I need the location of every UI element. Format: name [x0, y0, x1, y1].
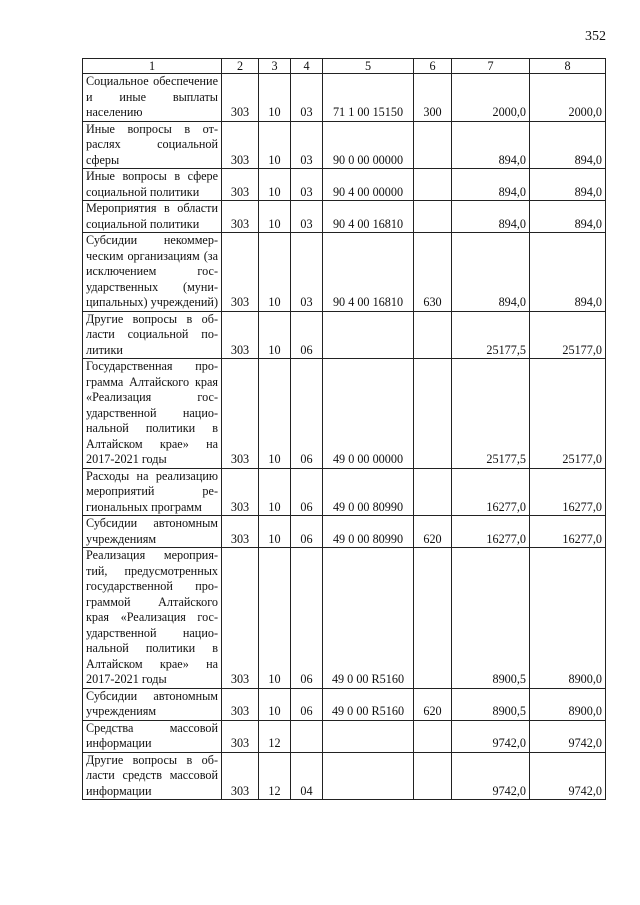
cell-expense-type [414, 752, 452, 800]
cell-section: 10 [259, 169, 291, 201]
cell-target-item: 90 0 00 00000 [323, 121, 414, 169]
cell-amount-col8: 894,0 [530, 169, 606, 201]
cell-target-item [323, 752, 414, 800]
cell-target-item [323, 311, 414, 359]
cell-target-item: 90 4 00 16810 [323, 233, 414, 312]
cell-name: Средства массовой информации [83, 720, 222, 752]
cell-admin-code: 303 [222, 359, 259, 469]
cell-expense-type [414, 169, 452, 201]
cell-amount-col8: 25177,0 [530, 311, 606, 359]
cell-section: 10 [259, 468, 291, 516]
cell-subsection: 03 [291, 74, 323, 122]
cell-admin-code: 303 [222, 720, 259, 752]
cell-target-item: 90 4 00 16810 [323, 201, 414, 233]
cell-name: Субсидии автономным учреждениям [83, 516, 222, 548]
cell-expense-type [414, 720, 452, 752]
cell-name: Субсидии автономным учреждениям [83, 688, 222, 720]
cell-admin-code: 303 [222, 752, 259, 800]
cell-name: Реализация мероприятий, предусмотренных государственной программой Алтайского края «Реализация государственной национальной политики в Алтайском крае» на 2017-2021 годы [83, 548, 222, 689]
table-body [83, 74, 606, 800]
cell-amount-col8: 894,0 [530, 201, 606, 233]
cell-amount-col7: 894,0 [452, 169, 530, 201]
cell-subsection: 03 [291, 201, 323, 233]
cell-subsection: 03 [291, 121, 323, 169]
cell-expense-type: 620 [414, 688, 452, 720]
cell-section: 12 [259, 752, 291, 800]
cell-section: 10 [259, 311, 291, 359]
cell-expense-type [414, 359, 452, 469]
cell-amount-col8: 8900,0 [530, 688, 606, 720]
table-header [83, 59, 606, 74]
cell-subsection: 06 [291, 311, 323, 359]
cell-admin-code: 303 [222, 74, 259, 122]
cell-amount-col7: 25177,5 [452, 311, 530, 359]
cell-admin-code: 303 [222, 121, 259, 169]
table-row [83, 359, 606, 469]
cell-subsection: 06 [291, 516, 323, 548]
header-cell-7: 7 [452, 59, 530, 74]
cell-subsection: 06 [291, 688, 323, 720]
cell-section: 10 [259, 121, 291, 169]
cell-target-item: 90 4 00 00000 [323, 169, 414, 201]
cell-expense-type: 630 [414, 233, 452, 312]
table-row [83, 74, 606, 122]
header-cell-1: 1 [83, 59, 222, 74]
cell-name: Другие вопросы в области средств массовой информации [83, 752, 222, 800]
table-row [83, 169, 606, 201]
cell-amount-col8: 894,0 [530, 121, 606, 169]
header-row [83, 59, 606, 74]
cell-amount-col8: 16277,0 [530, 516, 606, 548]
cell-subsection: 03 [291, 233, 323, 312]
cell-target-item: 49 0 00 R5160 [323, 548, 414, 689]
cell-amount-col7: 25177,5 [452, 359, 530, 469]
table-row [83, 688, 606, 720]
cell-amount-col7: 16277,0 [452, 516, 530, 548]
cell-subsection: 06 [291, 359, 323, 469]
cell-target-item: 49 0 00 80990 [323, 516, 414, 548]
cell-subsection: 06 [291, 468, 323, 516]
cell-amount-col8: 25177,0 [530, 359, 606, 469]
cell-expense-type [414, 201, 452, 233]
cell-amount-col8: 9742,0 [530, 752, 606, 800]
cell-subsection [291, 720, 323, 752]
cell-expense-type: 620 [414, 516, 452, 548]
cell-amount-col7: 8900,5 [452, 548, 530, 689]
cell-amount-col7: 8900,5 [452, 688, 530, 720]
header-cell-3: 3 [259, 59, 291, 74]
cell-amount-col7: 894,0 [452, 201, 530, 233]
table-row [83, 233, 606, 312]
cell-name: Другие вопросы в области социальной политики [83, 311, 222, 359]
cell-target-item: 49 0 00 R5160 [323, 688, 414, 720]
table-row [83, 516, 606, 548]
table-row [83, 201, 606, 233]
cell-target-item [323, 720, 414, 752]
cell-section: 10 [259, 359, 291, 469]
table-row [83, 311, 606, 359]
cell-expense-type [414, 311, 452, 359]
cell-amount-col7: 16277,0 [452, 468, 530, 516]
cell-amount-col7: 9742,0 [452, 752, 530, 800]
cell-admin-code: 303 [222, 201, 259, 233]
page-number: 352 [585, 29, 606, 44]
cell-name: Государственная программа Алтайского края «Реализация государственной национальной политики в Алтайском крае» на 2017-2021 годы [83, 359, 222, 469]
cell-amount-col8: 9742,0 [530, 720, 606, 752]
cell-section: 10 [259, 74, 291, 122]
cell-admin-code: 303 [222, 516, 259, 548]
cell-target-item: 49 0 00 80990 [323, 468, 414, 516]
cell-subsection: 04 [291, 752, 323, 800]
cell-amount-col7: 9742,0 [452, 720, 530, 752]
table-row [83, 752, 606, 800]
cell-section: 10 [259, 233, 291, 312]
cell-admin-code: 303 [222, 311, 259, 359]
cell-expense-type [414, 121, 452, 169]
cell-amount-col8: 2000,0 [530, 74, 606, 122]
cell-amount-col7: 2000,0 [452, 74, 530, 122]
table-row [83, 548, 606, 689]
cell-admin-code: 303 [222, 548, 259, 689]
cell-section: 10 [259, 548, 291, 689]
cell-admin-code: 303 [222, 169, 259, 201]
cell-target-item: 49 0 00 00000 [323, 359, 414, 469]
cell-section: 10 [259, 201, 291, 233]
cell-subsection: 06 [291, 548, 323, 689]
cell-amount-col8: 16277,0 [530, 468, 606, 516]
cell-name: Социальное обеспечение и иные выплаты населению [83, 74, 222, 122]
cell-expense-type [414, 468, 452, 516]
header-cell-6: 6 [414, 59, 452, 74]
cell-admin-code: 303 [222, 468, 259, 516]
cell-expense-type [414, 548, 452, 689]
header-cell-5: 5 [323, 59, 414, 74]
cell-section: 10 [259, 688, 291, 720]
cell-subsection: 03 [291, 169, 323, 201]
cell-name: Мероприятия в области социальной политики [83, 201, 222, 233]
cell-name: Иные вопросы в отраслях социальной сферы [83, 121, 222, 169]
cell-admin-code: 303 [222, 688, 259, 720]
cell-name: Расходы на реализацию мероприятий региональных программ [83, 468, 222, 516]
cell-amount-col8: 8900,0 [530, 548, 606, 689]
cell-amount-col7: 894,0 [452, 121, 530, 169]
cell-admin-code: 303 [222, 233, 259, 312]
cell-section: 12 [259, 720, 291, 752]
table-row [83, 468, 606, 516]
header-cell-4: 4 [291, 59, 323, 74]
header-cell-2: 2 [222, 59, 259, 74]
budget-table [82, 58, 606, 800]
table-row [83, 720, 606, 752]
cell-amount-col8: 894,0 [530, 233, 606, 312]
header-cell-8: 8 [530, 59, 606, 74]
cell-name: Субсидии некоммерческим организациям (за исключением государственных (муниципальных) учреждений) [83, 233, 222, 312]
cell-expense-type: 300 [414, 74, 452, 122]
cell-amount-col7: 894,0 [452, 233, 530, 312]
cell-target-item: 71 1 00 15150 [323, 74, 414, 122]
cell-name: Иные вопросы в сфере социальной политики [83, 169, 222, 201]
cell-section: 10 [259, 516, 291, 548]
table-row [83, 121, 606, 169]
